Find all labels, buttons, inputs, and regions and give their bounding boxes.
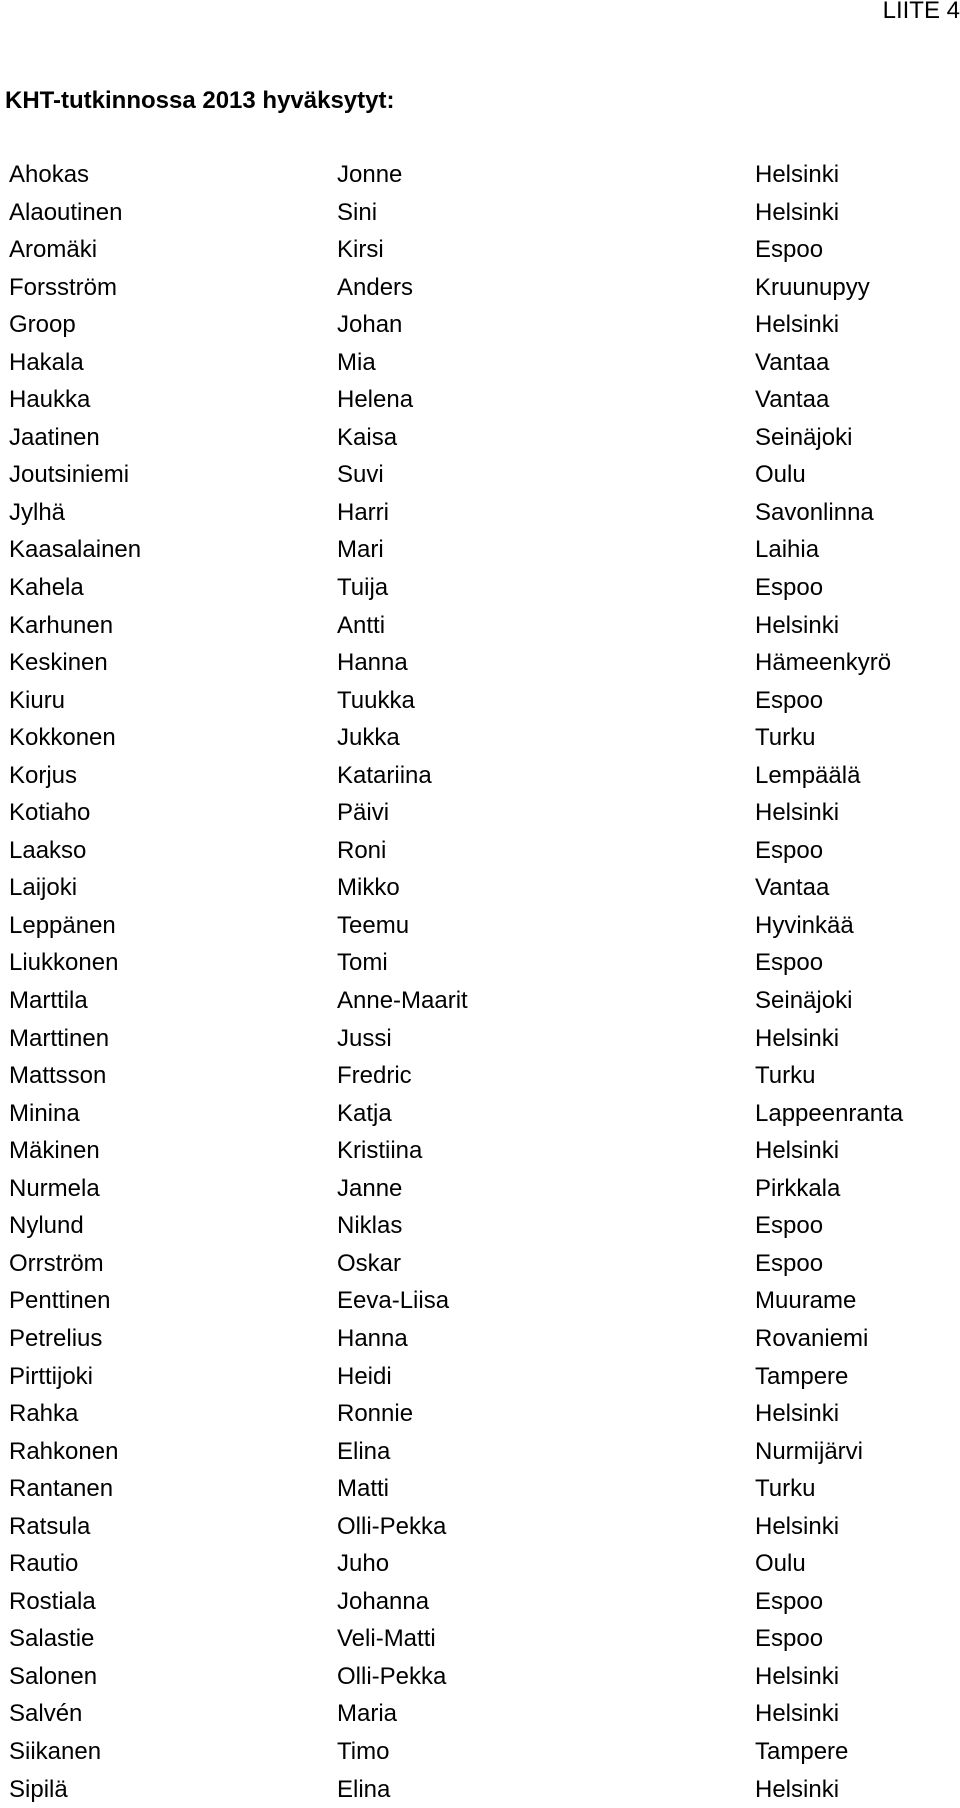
surname-cell: Kotiaho <box>9 799 91 827</box>
surname-cell: Laakso <box>9 836 87 864</box>
first-name-cell: Helena <box>337 386 414 414</box>
list-item <box>0 944 960 982</box>
first-name-cell: Elina <box>337 1775 391 1803</box>
city-cell: Helsinki <box>755 1700 840 1728</box>
first-name-cell: Elina <box>337 1437 391 1465</box>
surname-cell: Marttila <box>9 987 88 1015</box>
surname-cell: Nurmela <box>9 1174 100 1202</box>
list-item <box>0 531 960 569</box>
city-cell: Turku <box>755 724 816 752</box>
surname-cell: Minina <box>9 1099 80 1127</box>
list-item <box>0 607 960 645</box>
list-item <box>0 494 960 532</box>
city-cell: Nurmijärvi <box>755 1437 863 1465</box>
list-item <box>0 1282 960 1320</box>
surname-cell: Mattsson <box>9 1062 107 1090</box>
list-item <box>0 832 960 870</box>
list-item <box>0 907 960 945</box>
surname-cell: Orrström <box>9 1249 104 1277</box>
first-name-cell: Harri <box>337 498 389 526</box>
city-cell: Vantaa <box>755 874 830 902</box>
city-cell: Hämeenkyrö <box>755 649 892 677</box>
list-item <box>0 1358 960 1396</box>
city-cell: Pirkkala <box>755 1174 841 1202</box>
list-item <box>0 269 960 307</box>
city-cell: Turku <box>755 1062 816 1090</box>
list-item <box>0 757 960 795</box>
city-cell: Espoo <box>755 949 824 977</box>
first-name-cell: Niklas <box>337 1212 403 1240</box>
city-cell: Helsinki <box>755 1512 840 1540</box>
list-item <box>0 1132 960 1170</box>
first-name-cell: Tomi <box>337 949 388 977</box>
first-name-cell: Jonne <box>337 161 403 188</box>
surname-cell: Haukka <box>9 386 91 414</box>
first-name-cell: Mikko <box>337 874 400 902</box>
surname-cell: Joutsiniemi <box>9 461 130 489</box>
city-cell: Lappeenranta <box>755 1099 904 1127</box>
approved-candidates-list <box>0 156 960 1808</box>
first-name-cell: Tuukka <box>337 686 415 714</box>
first-name-cell: Juho <box>337 1550 390 1578</box>
surname-cell: Karhunen <box>9 611 114 639</box>
first-name-cell: Eeva-Liisa <box>337 1287 450 1315</box>
surname-cell: Penttinen <box>9 1287 111 1315</box>
first-name-cell: Sini <box>337 198 378 226</box>
city-cell: Helsinki <box>755 611 840 639</box>
first-name-cell: Fredric <box>337 1062 412 1090</box>
list-item <box>0 194 960 232</box>
city-cell: Espoo <box>755 574 824 602</box>
surname-cell: Rantanen <box>9 1475 114 1503</box>
list-item <box>0 1583 960 1621</box>
city-cell: Helsinki <box>755 1137 840 1165</box>
first-name-cell: Janne <box>337 1174 403 1202</box>
first-name-cell: Ronnie <box>337 1400 414 1428</box>
list-item <box>0 1095 960 1133</box>
surname-cell: Kokkonen <box>9 724 116 752</box>
document-heading: KHT-tutkinnossa 2013 hyväksytyt: <box>5 87 395 114</box>
list-item <box>0 231 960 269</box>
list-item <box>0 982 960 1020</box>
list-item <box>0 1207 960 1245</box>
city-cell: Helsinki <box>755 198 840 226</box>
surname-cell: Leppänen <box>9 911 116 939</box>
list-item <box>0 1395 960 1433</box>
first-name-cell: Timo <box>337 1737 390 1765</box>
surname-cell: Ratsula <box>9 1512 91 1540</box>
first-name-cell: Olli-Pekka <box>337 1662 447 1690</box>
first-name-cell: Hanna <box>337 649 408 677</box>
city-cell: Helsinki <box>755 311 840 339</box>
surname-cell: Jylhä <box>9 498 66 526</box>
surname-cell: Salonen <box>9 1662 98 1690</box>
city-cell: Tampere <box>755 1362 849 1390</box>
city-cell: Oulu <box>755 1550 806 1578</box>
list-item <box>0 1057 960 1095</box>
first-name-cell: Mia <box>337 348 376 376</box>
first-name-cell: Veli-Matti <box>337 1625 436 1653</box>
list-item <box>0 1545 960 1583</box>
city-cell: Espoo <box>755 236 824 264</box>
city-cell: Seinäjoki <box>755 987 853 1015</box>
surname-cell: Petrelius <box>9 1324 103 1352</box>
surname-cell: Liukkonen <box>9 949 119 977</box>
surname-cell: Korjus <box>9 761 78 789</box>
first-name-cell: Jukka <box>337 724 400 752</box>
surname-cell: Salastie <box>9 1625 95 1653</box>
surname-cell: Jaatinen <box>9 423 100 451</box>
surname-cell: Alaoutinen <box>9 198 123 226</box>
list-item <box>0 306 960 344</box>
list-item <box>0 1620 960 1658</box>
list-item <box>0 456 960 494</box>
surname-cell: Rostiala <box>9 1587 96 1615</box>
city-cell: Turku <box>755 1475 816 1503</box>
surname-cell: Sipilä <box>9 1775 68 1803</box>
city-cell: Kruunupyy <box>755 273 870 301</box>
surname-cell: Salvén <box>9 1700 83 1728</box>
first-name-cell: Tuija <box>337 574 389 602</box>
surname-cell: Hakala <box>9 348 84 376</box>
first-name-cell: Olli-Pekka <box>337 1512 447 1540</box>
city-cell: Helsinki <box>755 1400 840 1428</box>
first-name-cell: Matti <box>337 1475 390 1503</box>
list-item <box>0 1020 960 1058</box>
list-item <box>0 569 960 607</box>
city-cell: Tampere <box>755 1737 849 1765</box>
city-cell: Laihia <box>755 536 820 564</box>
list-item <box>0 1170 960 1208</box>
list-item <box>0 1433 960 1471</box>
city-cell: Espoo <box>755 836 824 864</box>
city-cell: Espoo <box>755 1249 824 1277</box>
first-name-cell: Hanna <box>337 1324 408 1352</box>
first-name-cell: Teemu <box>337 911 410 939</box>
surname-cell: Kiuru <box>9 686 66 714</box>
first-name-cell: Kirsi <box>337 236 384 264</box>
city-cell: Savonlinna <box>755 498 874 526</box>
surname-cell: Siikanen <box>9 1737 102 1765</box>
list-item <box>0 1771 960 1808</box>
list-item <box>0 419 960 457</box>
surname-cell: Keskinen <box>9 649 108 677</box>
first-name-cell: Katja <box>337 1099 392 1127</box>
first-name-cell: Kaisa <box>337 423 398 451</box>
city-cell: Muurame <box>755 1287 857 1315</box>
first-name-cell: Anders <box>337 273 414 301</box>
first-name-cell: Anne-Maarit <box>337 987 468 1015</box>
list-item <box>0 644 960 682</box>
surname-cell: Nylund <box>9 1212 84 1240</box>
surname-cell: Aromäki <box>9 236 98 264</box>
surname-cell: Rahka <box>9 1400 79 1428</box>
first-name-cell: Päivi <box>337 799 390 827</box>
first-name-cell: Johan <box>337 311 403 339</box>
list-item <box>0 1658 960 1696</box>
list-item <box>0 1470 960 1508</box>
list-item <box>0 719 960 757</box>
city-cell: Helsinki <box>755 1662 840 1690</box>
list-item <box>0 1695 960 1733</box>
first-name-cell: Suvi <box>337 461 384 489</box>
city-cell: Espoo <box>755 686 824 714</box>
city-cell: Vantaa <box>755 386 830 414</box>
surname-cell: Ahokas <box>9 161 90 188</box>
city-cell: Helsinki <box>755 161 840 188</box>
surname-cell: Marttinen <box>9 1024 110 1052</box>
list-item <box>0 156 960 194</box>
page-label: LIITE 4 <box>882 0 960 24</box>
city-cell: Espoo <box>755 1587 824 1615</box>
city-cell: Seinäjoki <box>755 423 853 451</box>
city-cell: Hyvinkää <box>755 911 854 939</box>
list-item <box>0 869 960 907</box>
city-cell: Helsinki <box>755 799 840 827</box>
city-cell: Helsinki <box>755 1024 840 1052</box>
list-item <box>0 682 960 720</box>
first-name-cell: Katariina <box>337 761 432 789</box>
first-name-cell: Kristiina <box>337 1137 423 1165</box>
list-item <box>0 381 960 419</box>
list-item <box>0 1320 960 1358</box>
surname-cell: Rahkonen <box>9 1437 119 1465</box>
list-item <box>0 344 960 382</box>
first-name-cell: Mari <box>337 536 384 564</box>
city-cell: Espoo <box>755 1212 824 1240</box>
first-name-cell: Roni <box>337 836 387 864</box>
first-name-cell: Oskar <box>337 1249 402 1277</box>
list-item <box>0 794 960 832</box>
surname-cell: Pirttijoki <box>9 1362 94 1390</box>
city-cell: Oulu <box>755 461 806 489</box>
list-item <box>0 1245 960 1283</box>
surname-cell: Mäkinen <box>9 1137 100 1165</box>
city-cell: Espoo <box>755 1625 824 1653</box>
surname-cell: Laijoki <box>9 874 78 902</box>
city-cell: Vantaa <box>755 348 830 376</box>
surname-cell: Forsström <box>9 273 117 301</box>
first-name-cell: Antti <box>337 611 386 639</box>
surname-cell: Rautio <box>9 1550 79 1578</box>
first-name-cell: Heidi <box>337 1362 392 1390</box>
first-name-cell: Maria <box>337 1700 398 1728</box>
city-cell: Rovaniemi <box>755 1324 869 1352</box>
surname-cell: Kahela <box>9 574 84 602</box>
first-name-cell: Jussi <box>337 1024 392 1052</box>
first-name-cell: Johanna <box>337 1587 430 1615</box>
city-cell: Lempäälä <box>755 761 861 789</box>
surname-cell: Kaasalainen <box>9 536 142 564</box>
surname-cell: Groop <box>9 311 76 339</box>
list-item <box>0 1733 960 1771</box>
city-cell: Helsinki <box>755 1775 840 1803</box>
list-item <box>0 1508 960 1546</box>
